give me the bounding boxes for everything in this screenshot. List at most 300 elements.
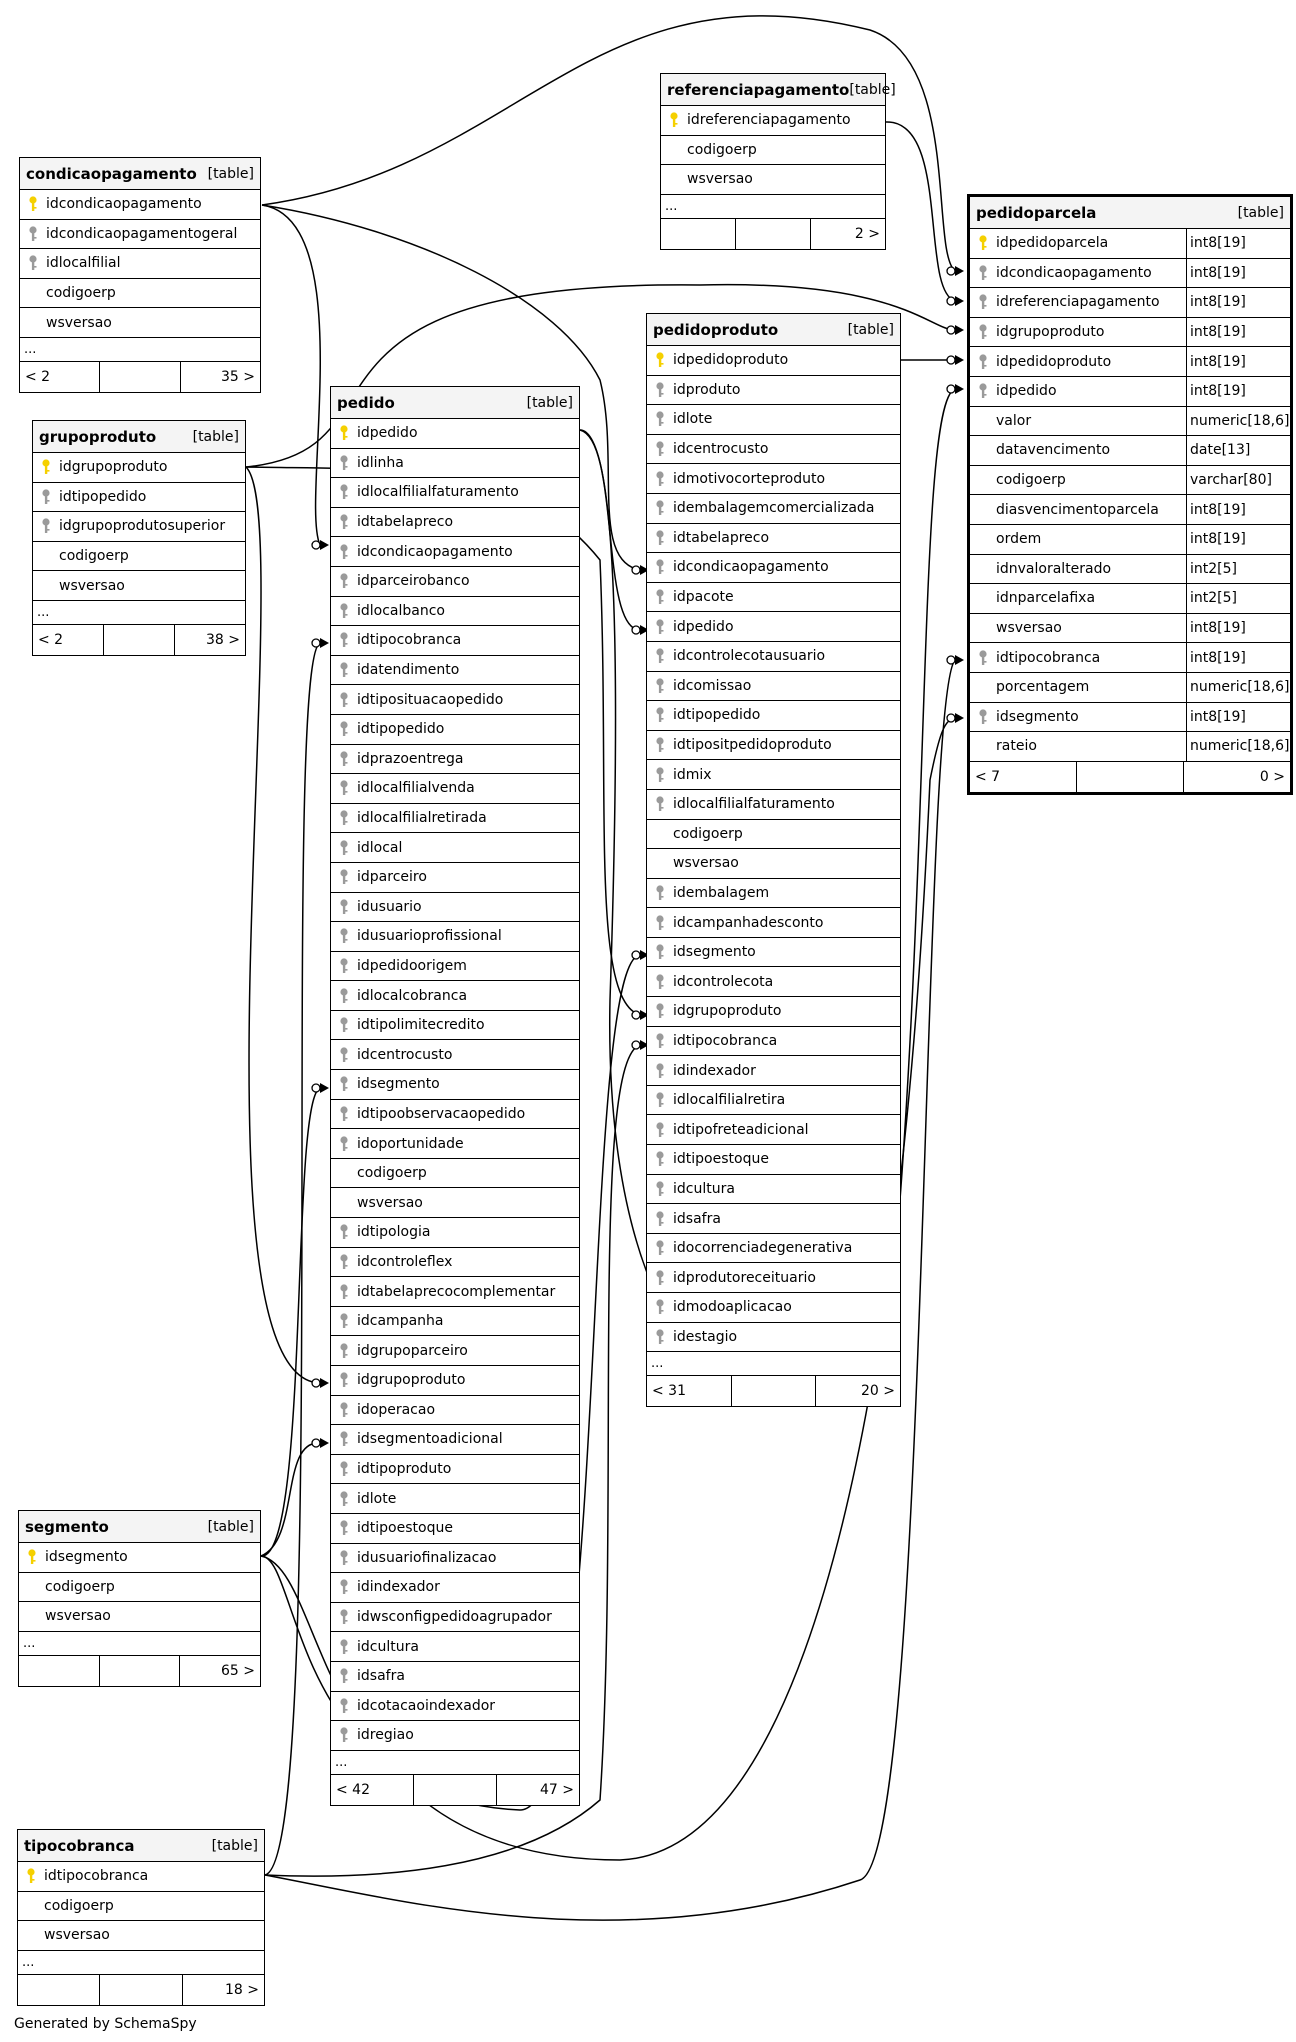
column-row-wsversao[interactable] bbox=[19, 1602, 260, 1632]
column-name: codigoerp bbox=[673, 825, 743, 842]
column-type: int8[19] bbox=[1186, 525, 1290, 554]
column-cell bbox=[33, 578, 245, 594]
column-row-idcondicaopagamentogeral[interactable] bbox=[20, 220, 260, 250]
column-row-idtipoobservacaopedido[interactable] bbox=[331, 1100, 579, 1130]
column-row-idcondicaopagamento[interactable] bbox=[331, 537, 579, 567]
column-row-idcampanha[interactable] bbox=[331, 1307, 579, 1337]
column-cell bbox=[647, 470, 900, 488]
column-row-idlocalfilialretirada[interactable] bbox=[331, 804, 579, 834]
column-row-idsafra[interactable] bbox=[647, 1204, 900, 1234]
column-row-idlocalfilialfaturamento[interactable] bbox=[331, 478, 579, 508]
column-name: wsversao bbox=[46, 314, 112, 331]
column-cell bbox=[33, 517, 245, 535]
column-name: datavencimento bbox=[996, 442, 1111, 459]
column-row-idsafra[interactable] bbox=[331, 1662, 579, 1692]
column-row-idwsconfigpedidoagrupador[interactable] bbox=[331, 1603, 579, 1633]
column-row-porcentagem[interactable] bbox=[970, 673, 1290, 703]
column-name: idlocal bbox=[357, 839, 403, 856]
more-columns-indicator: ... bbox=[33, 601, 245, 625]
foreign-key-icon bbox=[974, 649, 992, 667]
column-cell bbox=[647, 1091, 900, 1109]
column-type: numeric[18,6] bbox=[1186, 732, 1290, 761]
children-count[interactable]: 38 > bbox=[174, 625, 245, 655]
table-pedido[interactable] bbox=[330, 386, 580, 1806]
parents-count[interactable] bbox=[18, 1975, 99, 2005]
column-row-codigoerp[interactable] bbox=[647, 820, 900, 850]
table-header bbox=[331, 387, 579, 419]
column-name: idcontrolecota bbox=[673, 973, 774, 990]
column-row-wsversao[interactable] bbox=[18, 1921, 264, 1951]
primary-key-icon bbox=[335, 424, 353, 442]
column-cell bbox=[331, 1549, 579, 1567]
foreign-key-icon bbox=[651, 470, 669, 488]
parents-count[interactable]: < 2 bbox=[38, 631, 64, 648]
column-row-idpedido[interactable] bbox=[647, 612, 900, 642]
column-name: idprodutoreceituario bbox=[673, 1269, 816, 1286]
optional-marker bbox=[947, 356, 955, 364]
column-name: idpedido bbox=[357, 425, 418, 442]
column-row-idgrupoproduto[interactable] bbox=[647, 997, 900, 1027]
foreign-key-icon bbox=[651, 795, 669, 813]
column-name: idreferenciapagamento bbox=[996, 294, 1160, 311]
column-row-idgrupoproduto[interactable] bbox=[33, 453, 245, 483]
column-row-idtipositpedidoproduto[interactable] bbox=[647, 731, 900, 761]
column-row-idocorrenciadegenerativa[interactable] bbox=[647, 1234, 900, 1264]
column-cell bbox=[331, 987, 579, 1005]
column-cell bbox=[647, 381, 900, 399]
table-header bbox=[18, 1830, 264, 1862]
column-row-idmodoaplicacao[interactable] bbox=[647, 1293, 900, 1323]
column-row-ordem[interactable] bbox=[970, 525, 1290, 555]
column-cell bbox=[647, 943, 900, 961]
column-row-idtabelapreco[interactable] bbox=[331, 508, 579, 538]
column-cell bbox=[970, 708, 1186, 726]
column-cell bbox=[647, 1150, 900, 1168]
parents-count[interactable]: < 42 bbox=[336, 1781, 370, 1798]
column-name: idembalagemcomercializada bbox=[673, 500, 875, 517]
column-cell bbox=[331, 1223, 579, 1241]
column-name: idoportunidade bbox=[357, 1135, 464, 1152]
column-row-idcondicaopagamento[interactable] bbox=[647, 553, 900, 583]
table-header bbox=[20, 158, 260, 190]
column-row-rateio[interactable] bbox=[970, 732, 1290, 762]
table-name: pedidoproduto bbox=[653, 320, 779, 339]
footer-spacer bbox=[731, 1376, 816, 1406]
column-row-idgrupoproduto[interactable] bbox=[331, 1366, 579, 1396]
parents-count[interactable] bbox=[19, 1656, 99, 1686]
foreign-key-icon bbox=[651, 1121, 669, 1139]
column-row-idlocalfilial[interactable] bbox=[20, 249, 260, 279]
column-row-idnvaloralterado[interactable] bbox=[970, 555, 1290, 585]
column-name: idtipopedido bbox=[59, 488, 147, 505]
column-row-codigoerp[interactable] bbox=[970, 466, 1290, 496]
column-cell bbox=[331, 1697, 579, 1715]
crow-foot-marker bbox=[955, 384, 964, 394]
table-tipocobranca[interactable] bbox=[17, 1829, 265, 2006]
children-count[interactable]: 2 > bbox=[810, 219, 885, 249]
relationship-line-gp-ped bbox=[246, 467, 320, 1383]
column-row-idcultura[interactable] bbox=[331, 1632, 579, 1662]
column-row-idregiao[interactable] bbox=[331, 1721, 579, 1751]
footer-spacer bbox=[99, 1656, 180, 1686]
column-name: idtipolimitecredito bbox=[357, 1017, 485, 1034]
more-columns-indicator: ... bbox=[19, 1632, 260, 1656]
column-row-idtipoestoque[interactable] bbox=[647, 1145, 900, 1175]
column-name: idembalagem bbox=[673, 884, 770, 901]
column-row-datavencimento[interactable] bbox=[970, 436, 1290, 466]
column-cell bbox=[18, 1927, 264, 1943]
table-pedidoparcela[interactable] bbox=[967, 194, 1293, 795]
column-cell bbox=[331, 957, 579, 975]
column-name: idcampanha bbox=[357, 1313, 444, 1330]
column-row-idlocalbanco[interactable] bbox=[331, 597, 579, 627]
column-row-idnparcelafixa[interactable] bbox=[970, 584, 1290, 614]
column-type: int8[19] bbox=[1186, 703, 1290, 732]
column-name: idoperacao bbox=[357, 1401, 436, 1418]
column-row-idparceirobanco[interactable] bbox=[331, 567, 579, 597]
foreign-key-icon bbox=[974, 382, 992, 400]
foreign-key-icon bbox=[335, 483, 353, 501]
column-row-idpedidoparcela[interactable] bbox=[970, 229, 1290, 259]
column-row-idtipocobranca[interactable] bbox=[647, 1027, 900, 1057]
column-cell bbox=[331, 1105, 579, 1123]
column-cell bbox=[33, 488, 245, 506]
column-row-idlocalfilialvenda[interactable] bbox=[331, 774, 579, 804]
column-name: wsversao bbox=[357, 1194, 423, 1211]
generated-by-footer: Generated by SchemaSpy bbox=[14, 2016, 197, 2032]
column-cell bbox=[331, 1519, 579, 1537]
column-row-idindexador[interactable] bbox=[647, 1056, 900, 1086]
table-footer bbox=[33, 625, 245, 655]
column-row-idtipoestoque[interactable] bbox=[331, 1514, 579, 1544]
column-row-idtabelapreco[interactable] bbox=[647, 524, 900, 554]
column-cell bbox=[647, 973, 900, 991]
column-row-idtipocobranca[interactable] bbox=[970, 643, 1290, 673]
relationship-line-cp-ped bbox=[262, 205, 320, 545]
primary-key-icon bbox=[24, 195, 42, 213]
column-name: idtipoestoque bbox=[673, 1151, 769, 1168]
table-grupoproduto[interactable] bbox=[32, 420, 246, 656]
column-cell bbox=[647, 736, 900, 754]
column-row-idcontrolecota[interactable] bbox=[647, 967, 900, 997]
column-row-idcontrolecotausuario[interactable] bbox=[647, 642, 900, 672]
column-row-wsversao[interactable] bbox=[661, 165, 885, 195]
column-type: int2[5] bbox=[1186, 555, 1290, 584]
column-cell bbox=[331, 1342, 579, 1360]
column-row-idcomissao[interactable] bbox=[647, 672, 900, 702]
column-row-idsegmento[interactable] bbox=[331, 1070, 579, 1100]
foreign-key-icon bbox=[651, 588, 669, 606]
column-name: idregiao bbox=[357, 1727, 414, 1744]
column-row-idlinha[interactable] bbox=[331, 449, 579, 479]
column-row-valor[interactable] bbox=[970, 407, 1290, 437]
column-cell bbox=[970, 264, 1186, 282]
foreign-key-icon bbox=[974, 323, 992, 341]
column-row-idpedido[interactable] bbox=[970, 377, 1290, 407]
column-cell bbox=[970, 413, 1186, 429]
column-cell bbox=[647, 351, 900, 369]
column-row-idmix[interactable] bbox=[647, 760, 900, 790]
column-row-idsegmento[interactable] bbox=[970, 703, 1290, 733]
column-type: date[13] bbox=[1186, 436, 1290, 465]
column-cell bbox=[331, 839, 579, 857]
column-row-codigoerp[interactable] bbox=[19, 1573, 260, 1603]
more-columns-indicator: ... bbox=[331, 1751, 579, 1775]
parents-count[interactable] bbox=[661, 219, 735, 249]
column-name: idtipopedido bbox=[357, 721, 445, 738]
column-row-idtabelaprecocomplementar[interactable] bbox=[331, 1277, 579, 1307]
table-footer bbox=[647, 1376, 900, 1406]
column-cell bbox=[331, 720, 579, 738]
column-type: int8[19] bbox=[1186, 288, 1290, 317]
column-row-idpedidoproduto[interactable] bbox=[647, 346, 900, 376]
table-footer bbox=[20, 362, 260, 392]
column-name: wsversao bbox=[59, 577, 125, 594]
column-row-idlocalfilialfaturamento[interactable] bbox=[647, 790, 900, 820]
column-cell bbox=[647, 1298, 900, 1316]
column-row-idpedido[interactable] bbox=[331, 419, 579, 449]
column-cell bbox=[331, 868, 579, 886]
column-row-idtiposituacaopedido[interactable] bbox=[331, 685, 579, 715]
column-row-idtipologia[interactable] bbox=[331, 1218, 579, 1248]
column-row-codigoerp[interactable] bbox=[33, 542, 245, 572]
children-count[interactable]: 0 > bbox=[1183, 762, 1290, 792]
column-row-codigoerp[interactable] bbox=[20, 279, 260, 309]
column-row-idlocal[interactable] bbox=[331, 833, 579, 863]
optional-marker bbox=[947, 385, 955, 393]
children-count[interactable]: 35 > bbox=[180, 362, 260, 392]
column-name: idcontrolecotausuario bbox=[673, 648, 826, 665]
column-type: numeric[18,6] bbox=[1186, 407, 1290, 436]
column-name: idlocalfilialfaturamento bbox=[673, 796, 835, 813]
column-row-idoportunidade[interactable] bbox=[331, 1129, 579, 1159]
column-name: idpedido bbox=[673, 618, 734, 635]
column-cell bbox=[331, 1253, 579, 1271]
column-cell bbox=[647, 1121, 900, 1139]
column-name: idsafra bbox=[357, 1668, 405, 1685]
column-row-idusuariofinalizacao[interactable] bbox=[331, 1544, 579, 1574]
foreign-key-icon bbox=[651, 1328, 669, 1346]
column-name: wsversao bbox=[673, 855, 739, 872]
column-row-idembalagemcomercializada[interactable] bbox=[647, 494, 900, 524]
more-columns-indicator: ... bbox=[20, 338, 260, 362]
column-row-idcentrocusto[interactable] bbox=[647, 435, 900, 465]
crow-foot-marker bbox=[320, 1083, 329, 1093]
column-row-idtipocobranca[interactable] bbox=[331, 626, 579, 656]
column-row-idprodutoreceituario[interactable] bbox=[647, 1263, 900, 1293]
table-header bbox=[33, 421, 245, 453]
column-name: idtiposituacaopedido bbox=[357, 691, 504, 708]
column-type: varchar[80] bbox=[1186, 466, 1290, 495]
column-row-idusuarioprofissional[interactable] bbox=[331, 922, 579, 952]
column-row-idcampanhadesconto[interactable] bbox=[647, 908, 900, 938]
column-name: idproduto bbox=[673, 381, 741, 398]
column-row-wsversao[interactable] bbox=[970, 614, 1290, 644]
column-cell bbox=[647, 618, 900, 636]
more-columns-indicator: ... bbox=[661, 195, 885, 219]
foreign-key-icon bbox=[335, 839, 353, 857]
column-cell bbox=[647, 1269, 900, 1287]
column-cell bbox=[331, 1638, 579, 1656]
table-name: referenciapagamento bbox=[667, 80, 850, 99]
column-row-idestagio[interactable] bbox=[647, 1323, 900, 1353]
column-name: idindexador bbox=[357, 1579, 440, 1596]
column-row-idusuario[interactable] bbox=[331, 893, 579, 923]
table-type-label: [table] bbox=[1237, 204, 1284, 221]
column-row-idtipolimitecredito[interactable] bbox=[331, 1011, 579, 1041]
column-cell bbox=[661, 171, 885, 187]
column-row-idtipocobranca[interactable] bbox=[18, 1862, 264, 1892]
column-row-idcontroleflex[interactable] bbox=[331, 1248, 579, 1278]
foreign-key-icon bbox=[335, 1342, 353, 1360]
column-cell bbox=[647, 914, 900, 932]
column-row-idcultura[interactable] bbox=[647, 1175, 900, 1205]
column-row-idgrupoproduto[interactable] bbox=[970, 318, 1290, 348]
column-row-codigoerp[interactable] bbox=[661, 136, 885, 166]
foreign-key-icon bbox=[335, 1401, 353, 1419]
column-row-idprazoentrega[interactable] bbox=[331, 745, 579, 775]
column-row-idlote[interactable] bbox=[647, 405, 900, 435]
column-row-idlote[interactable] bbox=[331, 1484, 579, 1514]
column-list bbox=[19, 1543, 260, 1632]
column-row-codigoerp[interactable] bbox=[331, 1159, 579, 1189]
column-cell bbox=[647, 1180, 900, 1198]
foreign-key-icon bbox=[335, 1371, 353, 1389]
column-row-idlocalfilialretira[interactable] bbox=[647, 1086, 900, 1116]
foreign-key-icon bbox=[651, 558, 669, 576]
column-row-idpedidoproduto[interactable] bbox=[970, 347, 1290, 377]
column-row-idlocalcobranca[interactable] bbox=[331, 981, 579, 1011]
column-cell bbox=[970, 620, 1186, 636]
parents-count[interactable]: < 31 bbox=[652, 1383, 686, 1400]
column-name: idtipoproduto bbox=[357, 1461, 452, 1478]
column-cell bbox=[970, 679, 1186, 695]
column-name: idlocalfilialfaturamento bbox=[357, 484, 519, 501]
table-referenciapagamento[interactable] bbox=[660, 73, 896, 250]
column-row-idtipofreteadicional[interactable] bbox=[647, 1115, 900, 1145]
column-name: idtabelaprecocomplementar bbox=[357, 1283, 556, 1300]
column-name: idtipositpedidoproduto bbox=[673, 737, 832, 754]
column-cell bbox=[647, 884, 900, 902]
footer-spacer bbox=[103, 625, 174, 655]
column-row-idpacote[interactable] bbox=[647, 583, 900, 613]
children-count[interactable]: 20 > bbox=[815, 1376, 900, 1406]
foreign-key-icon bbox=[335, 927, 353, 945]
column-cell bbox=[647, 1002, 900, 1020]
parents-count[interactable]: < 2 bbox=[25, 368, 51, 385]
column-name: idtipocobranca bbox=[44, 1868, 149, 1885]
parents-count[interactable]: < 7 bbox=[975, 768, 1001, 785]
column-row-idcondicaopagamento[interactable] bbox=[20, 190, 260, 220]
foreign-key-icon bbox=[37, 488, 55, 506]
column-row-idparceiro[interactable] bbox=[331, 863, 579, 893]
column-row-codigoerp[interactable] bbox=[18, 1892, 264, 1922]
table-condicaopagamento[interactable] bbox=[19, 157, 261, 393]
column-cell bbox=[33, 458, 245, 476]
column-row-idgrupoparceiro[interactable] bbox=[331, 1336, 579, 1366]
column-name: idlote bbox=[673, 411, 713, 428]
foreign-key-icon bbox=[651, 529, 669, 547]
relationship-line-rp-pp bbox=[886, 122, 955, 301]
foreign-key-icon bbox=[335, 543, 353, 561]
column-row-idmotivocorteproduto[interactable] bbox=[647, 464, 900, 494]
column-cell bbox=[331, 691, 579, 709]
column-row-wsversao[interactable] bbox=[647, 849, 900, 879]
table-pedidoproduto[interactable] bbox=[646, 313, 901, 1407]
column-row-idtipopedido[interactable] bbox=[331, 715, 579, 745]
column-row-idgrupoprodutosuperior[interactable] bbox=[33, 512, 245, 542]
column-name: idlote bbox=[357, 1490, 397, 1507]
column-cell bbox=[647, 1032, 900, 1050]
foreign-key-icon bbox=[335, 1312, 353, 1330]
column-cell bbox=[331, 424, 579, 442]
column-row-idproduto[interactable] bbox=[647, 376, 900, 406]
column-row-idtipopedido[interactable] bbox=[33, 483, 245, 513]
column-name: idcondicaopagamento bbox=[996, 264, 1152, 281]
column-row-idpedidoorigem[interactable] bbox=[331, 952, 579, 982]
table-type-label: [table] bbox=[192, 428, 239, 445]
table-type-label: [table] bbox=[847, 321, 894, 338]
column-row-idsegmento[interactable] bbox=[647, 938, 900, 968]
foreign-key-icon bbox=[651, 440, 669, 458]
column-cell bbox=[647, 706, 900, 724]
column-name: idusuariofinalizacao bbox=[357, 1549, 497, 1566]
column-row-wsversao[interactable] bbox=[20, 308, 260, 338]
column-row-wsversao[interactable] bbox=[33, 571, 245, 601]
column-list bbox=[661, 106, 885, 195]
column-row-diasvencimentoparcela[interactable] bbox=[970, 495, 1290, 525]
children-count[interactable]: 18 > bbox=[182, 1975, 264, 2005]
foreign-key-icon bbox=[651, 1210, 669, 1228]
column-row-idembalagem[interactable] bbox=[647, 879, 900, 909]
column-cell bbox=[331, 1283, 579, 1301]
optional-marker bbox=[312, 639, 320, 647]
column-row-idoperacao[interactable] bbox=[331, 1396, 579, 1426]
column-row-idatendimento[interactable] bbox=[331, 656, 579, 686]
column-cell bbox=[18, 1867, 264, 1885]
column-name: idtabelapreco bbox=[357, 514, 454, 531]
column-row-idindexador[interactable] bbox=[331, 1573, 579, 1603]
column-name: idtipologia bbox=[357, 1224, 431, 1241]
table-segmento[interactable] bbox=[18, 1510, 261, 1687]
column-row-idcondicaopagamento[interactable] bbox=[970, 259, 1290, 289]
table-footer bbox=[19, 1656, 260, 1686]
primary-key-icon bbox=[974, 234, 992, 252]
column-row-idreferenciapagamento[interactable] bbox=[661, 106, 885, 136]
column-name: idlocalfilial bbox=[46, 255, 121, 272]
children-count[interactable]: 65 > bbox=[179, 1656, 260, 1686]
column-name: idgrupoparceiro bbox=[357, 1342, 468, 1359]
column-row-idreferenciapagamento[interactable] bbox=[970, 288, 1290, 318]
optional-marker bbox=[312, 541, 320, 549]
children-count[interactable]: 47 > bbox=[496, 1775, 579, 1805]
column-row-idtipoproduto[interactable] bbox=[331, 1455, 579, 1485]
column-row-idsegmento[interactable] bbox=[19, 1543, 260, 1573]
crow-foot-marker bbox=[955, 296, 964, 306]
column-name: idgrupoproduto bbox=[673, 1003, 782, 1020]
column-row-idcentrocusto[interactable] bbox=[331, 1040, 579, 1070]
table-name: pedidoparcela bbox=[976, 203, 1097, 222]
column-name: porcentagem bbox=[996, 679, 1090, 696]
column-row-wsversao[interactable] bbox=[331, 1188, 579, 1218]
column-row-idsegmentoadicional[interactable] bbox=[331, 1425, 579, 1455]
column-cell bbox=[331, 1490, 579, 1508]
foreign-key-icon bbox=[651, 1239, 669, 1257]
column-row-idtipopedido[interactable] bbox=[647, 701, 900, 731]
foreign-key-icon bbox=[651, 766, 669, 784]
column-cell bbox=[647, 558, 900, 576]
column-row-idcotacaoindexador[interactable] bbox=[331, 1692, 579, 1722]
